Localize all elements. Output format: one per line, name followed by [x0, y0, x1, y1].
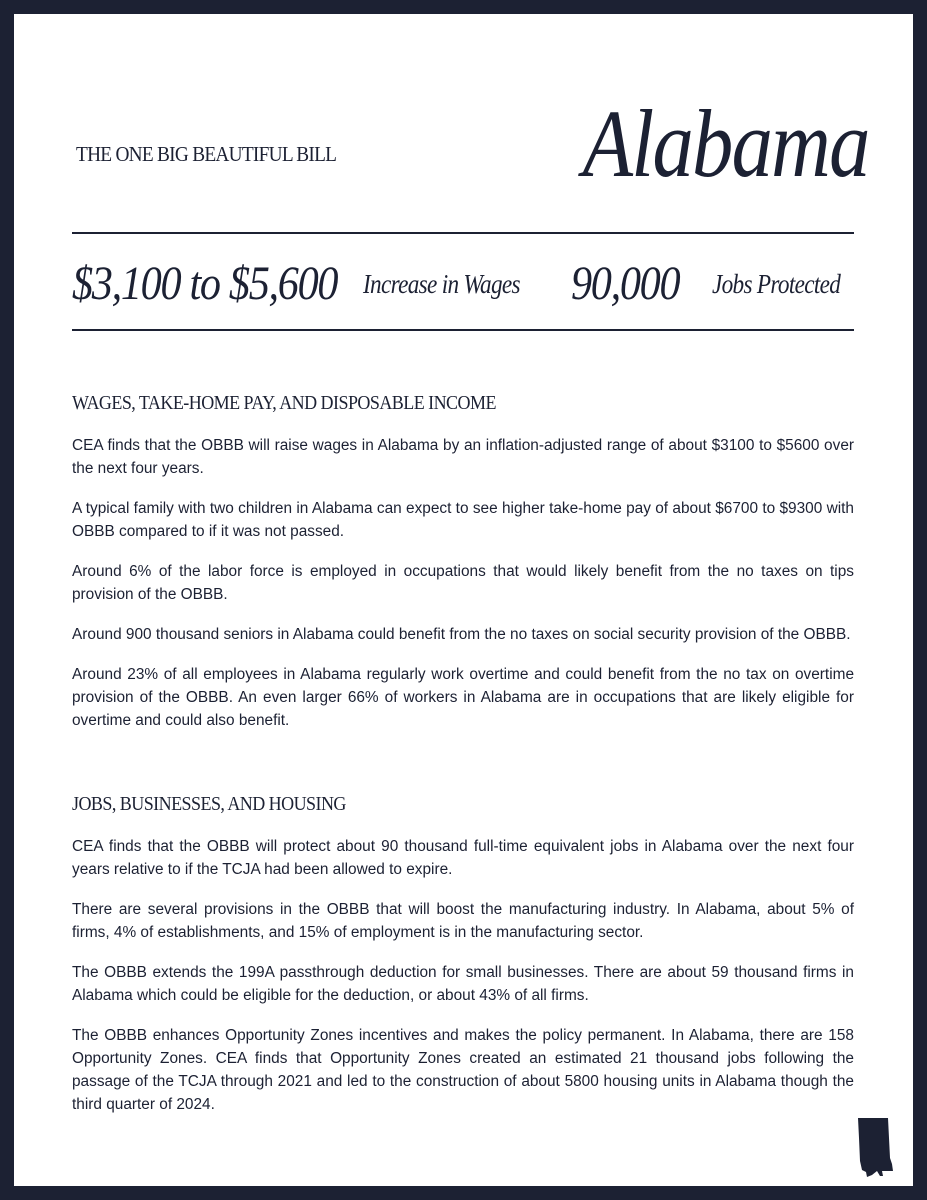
fact-sheet-page — [14, 14, 913, 1186]
passthrough-paragraph: The OBBB extends the 199A passthrough deduction for small businesses. There are about 59 thousand firms in Alabama which could be eligible for the deduction, or about 43% of all firms. — [72, 964, 854, 1004]
state-title: Alabama — [582, 90, 869, 197]
jobs-paragraph: CEA finds that the OBBB will protect about 90 thousand full-time equivalent jobs in Alabama over the next four years relative to if the TCJA had been allowed to expire. — [72, 838, 854, 878]
wages-section — [72, 390, 854, 749]
bottom-divider — [72, 329, 854, 331]
jobs-section — [72, 791, 854, 1133]
wages-increase-value: $3,100 to $5,600 — [72, 257, 338, 310]
top-divider — [72, 232, 854, 234]
tips-paragraph: Around 6% of the labor force is employed in occupations that would likely benefit from the no taxes on tips provision of the OBBB. — [72, 563, 854, 603]
bill-title: THE ONE BIG BEAUTIFUL BILL — [76, 142, 337, 166]
wages-paragraph: CEA finds that the OBBB will raise wages in Alabama by an inflation-adjusted range of about $3100 to $5600 over the next four years. — [72, 437, 854, 477]
wages-increase-label: Increase in Wages — [363, 269, 520, 299]
seniors-paragraph: Around 900 thousand seniors in Alabama could benefit from the no taxes on social security provision of the OBBB. — [72, 626, 851, 643]
wages-section-heading: WAGES, TAKE-HOME PAY, AND DISPOSABLE INCOME — [72, 392, 496, 414]
take-home-paragraph: A typical family with two children in Alabama can expect to see higher take-home pay of about $6700 to $9300 with OBBB compared to if it was not passed. — [72, 500, 854, 540]
jobs-protected-label: Jobs Protected — [712, 269, 841, 299]
opportunity-zones-paragraph: The OBBB enhances Opportunity Zones incentives and makes the policy permanent. In Alabama, there are 158 Opportunity Zones. CEA finds that Opportunity Zones created an estimated 21 thousand jobs following the passage of the TCJA through 2021 and led to the construction of about 5800 housing units in Alabama though the third quarter of 2024. — [72, 1027, 854, 1113]
jobs-section-heading: JOBS, BUSINESSES, AND HOUSING — [72, 793, 346, 815]
alabama-state-icon — [854, 1118, 894, 1180]
manufacturing-paragraph: There are several provisions in the OBBB that will boost the manufacturing industry. In Alabama, about 5% of firms, 4% of establishments, and 15% of employment is in the manufacturing sector. — [72, 901, 854, 941]
jobs-protected-value: 90,000 — [571, 257, 680, 310]
overtime-paragraph: Around 23% of all employees in Alabama regularly work overtime and could benefit from the no tax on overtime provision of the OBBB. An even larger 66% of workers in Alabama are in occupations that are likely eligible for overtime and could also benefit. — [72, 666, 854, 729]
